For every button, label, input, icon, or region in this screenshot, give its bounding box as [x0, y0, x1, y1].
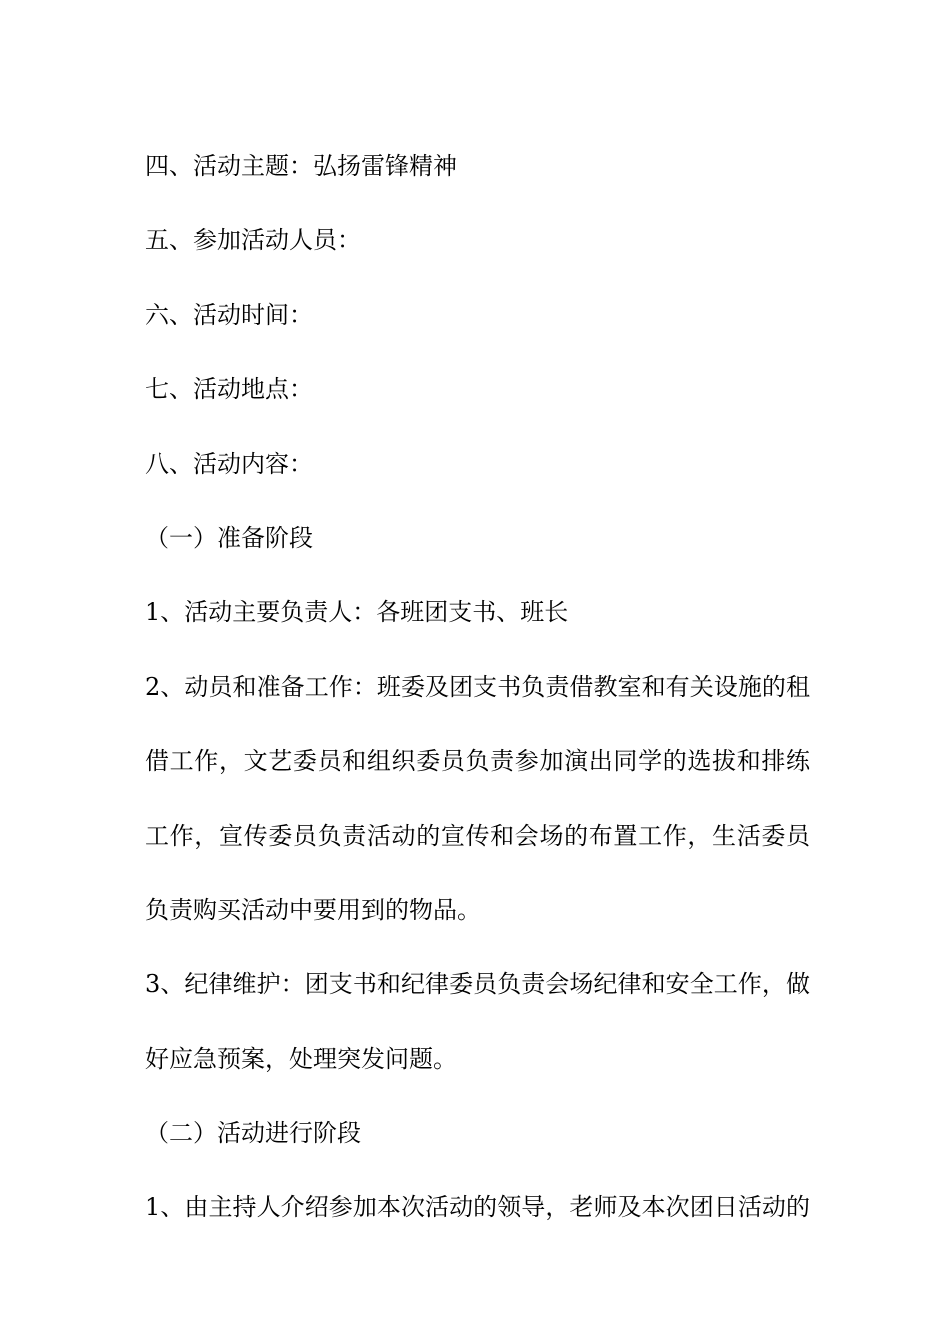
- paragraph-line: 工作，宣传委员负责活动的宣传和会场的布置工作，生活委员: [145, 821, 810, 850]
- subsection-heading-preparation: （一）准备阶段: [145, 523, 313, 552]
- section-heading-participants: 五、参加活动人员：: [145, 226, 361, 255]
- section-heading-time: 六、活动时间：: [145, 300, 313, 329]
- section-heading-location: 七、活动地点：: [145, 375, 313, 404]
- document-body: [145, 129, 810, 1245]
- paragraph-line: 2、动员和准备工作：班委及团支书负责借教室和有关设施的租: [145, 672, 810, 701]
- section-heading-content: 八、活动内容：: [145, 449, 313, 478]
- paragraph-line: 3、纪律维护：团支书和纪律委员负责会场纪律和安全工作，做: [145, 970, 810, 999]
- paragraph-line: 借工作，文艺委员和组织委员负责参加演出同学的选拔和排练: [145, 747, 810, 776]
- paragraph-line: 1、由主持人介绍参加本次活动的领导，老师及本次团日活动的: [145, 1193, 810, 1222]
- paragraph-line: 好应急预案，处理突发问题。: [145, 1044, 457, 1073]
- paragraph-line: 负责购买活动中要用到的物品。: [145, 895, 481, 924]
- paragraph-line: 1、活动主要负责人：各班团支书、班长: [145, 598, 569, 627]
- subsection-heading-execution: （二）活动进行阶段: [145, 1119, 361, 1148]
- section-heading-theme: 四、活动主题：弘扬雷锋精神: [145, 152, 457, 180]
